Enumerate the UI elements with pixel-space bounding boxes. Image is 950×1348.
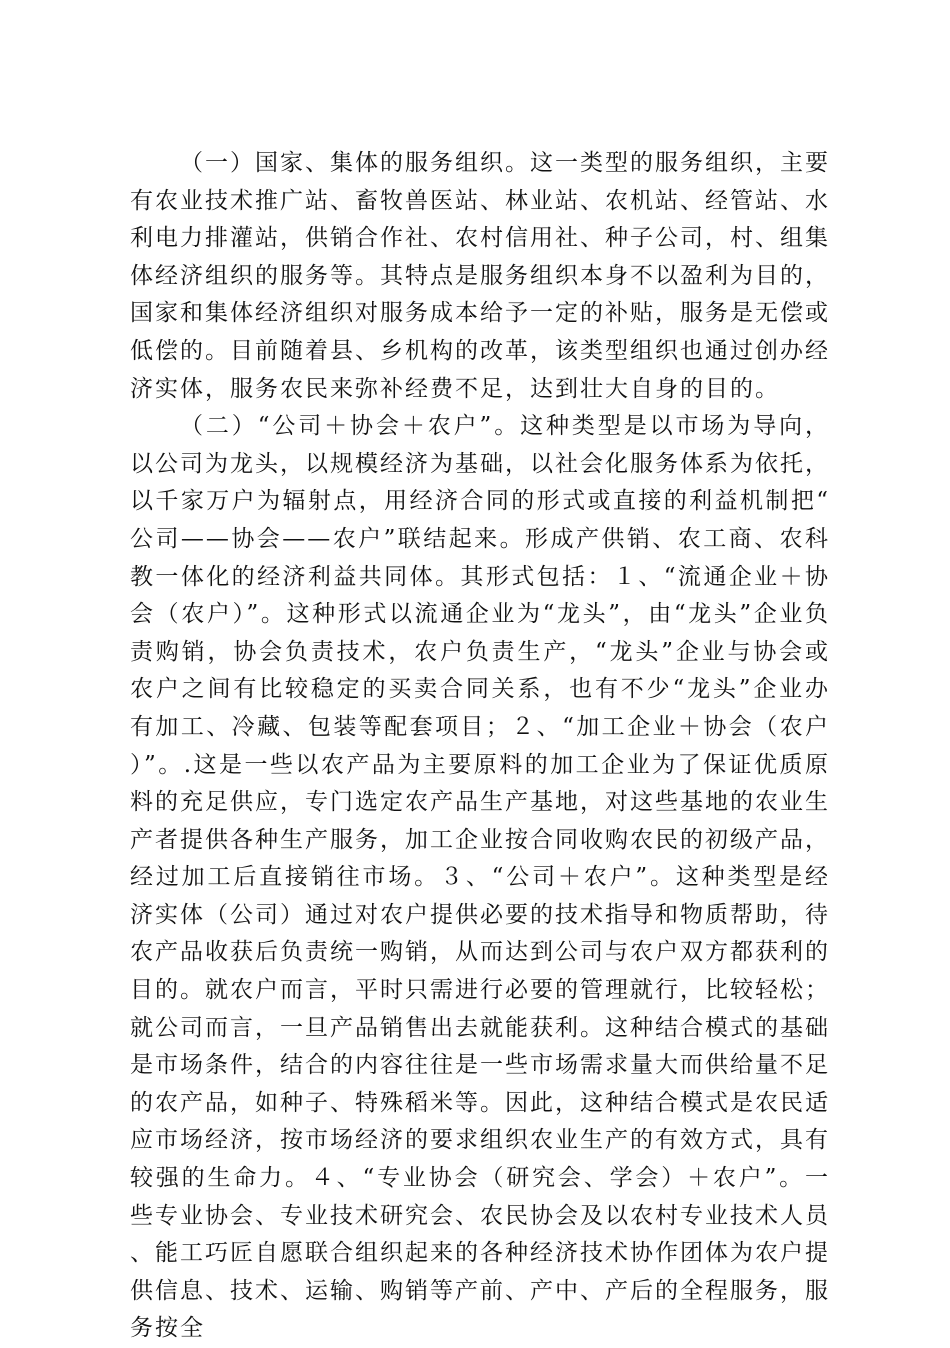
document-body [130, 145, 830, 1348]
paragraph-2: （二）“公司＋协会＋农户”。这种类型是以市场为导向，以公司为龙头，以规模经济为基础，以社会化服务体系为依托，以千家万户为辐射点，用经济合同的形式或直接的利益机制把“公司——协会——农户”联结起来。形成产供销、农工商、农科教一体化的经济利益共同体。其形式包括：１、“流通企业＋协会（农户）”。这种形式以流通企业为“龙头”，由“龙头”企业负责购销，协会负责技术，农户负责生产，“龙头”企业与协会或农户之间有比较稳定的买卖合同关系，也有不少“龙头”企业办有加工、冷藏、包装等配套项目；２、“加工企业＋协会（农户）”。.这是一些以农产品为主要原料的加工企业为了保证优质原料的充足供应，专门选定农产品生产基地，对这些基地的农业生产者提供各种生产服务，加工企业按合同收购农民的初级产品，经过加工后直接销往市场。３、“公司＋农户”。这种类型是经济实体（公司）通过对农户提供必要的技术指导和物质帮助，待农产品收获后负责统一购销，从而达到公司与农户双方都获利的目的。就农户而言，平时只需进行必要的管理就行，比较轻松；就公司而言，一旦产品销售出去就能获利。这种结合模式的基础是市场条件，结合的内容往往是一些市场需求量大而供给量不足的农产品，如种子、特殊稻米等。因此，这种结合模式是农民适应市场经济，按市场经济的要求组织农业生产的有效方式，具有较强的生命力。４、“专业协会（研究会、学会）＋农户”。一些专业协会、专业技术研究会、农民协会及以农村专业技术人员、能工巧匠自愿联合组织起来的各种经济技术协作团体为农户提供信息、技术、运输、购销等产前、产中、产后的全程服务，服务按全 [130, 413, 830, 1342]
paragraph-1: （一）国家、集体的服务组织。这一类型的服务组织，主要有农业技术推广站、畜牧兽医站、林业站、农机站、经管站、水利电力排灌站，供销合作社、农村信用社、种子公司，村、组集体经济组织的服务等。其特点是服务组织本身不以盈利为目的，国家和集体经济组织对服务成本给予一定的补贴，服务是无偿或低偿的。目前随着县、乡机构的改革，该类型组织也通过创办经济实体，服务农民来弥补经费不足，达到壮大自身的目的。 [130, 150, 830, 402]
